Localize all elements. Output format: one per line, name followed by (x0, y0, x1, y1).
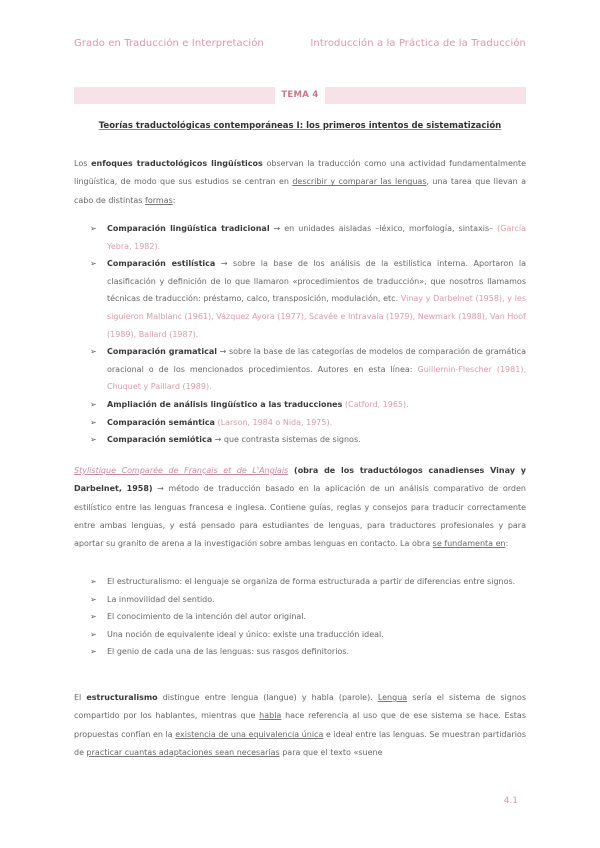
approach-ref: Guillemin-Flescher (1981), Chuquet y Paillard (1989). (107, 364, 526, 392)
foundation-text: Una noción de equivalente ideal y único: existe una traducción ideal. (107, 629, 384, 639)
stylistique-text: → método de traducción basado en la aplicación de un análisis comparativo de orden estilístico entre las lenguas francesa e inglesa. Contiene guías, reglas y consejos para traducir correctamente entre ambas lenguas, y está pensado para estudiantes de lenguas, para traductores profesionales y para aportar su granito de arena a la investigación sobre ambas lenguas en contacto. La obra (74, 484, 526, 549)
arrow-bullet-icon: ➢ (90, 647, 97, 657)
approach-ref: Vinay y Darbelnet (1958), y les siguieron Malblanc (1961), Vázquez Ayora (1977), Scavée e Intravaia (1979), Newmark (1988), Van Hoof (1989), Ballard (1987). (107, 294, 526, 339)
approach-name: Comparación estilística (107, 259, 216, 269)
approach-name: Comparación semiótica (107, 435, 213, 445)
intro-paragraph (74, 155, 526, 210)
intro-bold: enfoques traductológicos lingüísticos (91, 159, 263, 168)
final-text-2: distingue entre lengua (langue) y habla (parole). (157, 693, 378, 702)
list-item (90, 608, 526, 626)
structuralism-paragraph (74, 689, 526, 762)
approach-text: → en unidades aisladas –léxico, morfología, sintaxis– (269, 224, 498, 233)
foundations-list (90, 573, 526, 661)
final-text-4: hace referencia al uso que de ese sistema se hace. Estas propuestas confían en la (74, 711, 526, 739)
stylistique-underline: se fundamenta en (432, 539, 506, 549)
intro-text-4: : (172, 195, 176, 205)
approach-name: Comparación gramatical (107, 347, 217, 357)
final-text-6: para que el texto «suene (279, 747, 383, 757)
final-text-1: El (74, 693, 87, 702)
intro-text-1: Los (74, 159, 92, 168)
final-bold: estructuralismo (86, 693, 158, 702)
approach-ref: (Larson, 1984 o Nida, 1975). (217, 417, 333, 427)
approach-ref: (Catford, 1965). (344, 399, 409, 409)
header-course: Introducción a la Práctica de la Traducción (310, 38, 526, 49)
final-underline-2: habla (259, 711, 282, 721)
arrow-bullet-icon: ➢ (90, 417, 97, 427)
arrow-bullet-icon: ➢ (90, 435, 97, 445)
list-item (90, 643, 526, 661)
book-title: Stylistique Comparée de Français et de L'Anglais (74, 466, 289, 475)
section-title (74, 121, 526, 131)
arrow-bullet-icon: ➢ (90, 577, 97, 586)
page-header (74, 38, 526, 52)
arrow-bullet-icon: ➢ (90, 347, 97, 357)
page-number: 4.1 (503, 796, 518, 806)
list-item (90, 573, 526, 591)
intro-underline-1: describir y comparar las lenguas (292, 177, 427, 187)
stylistique-bold: (obra de los traductólogos canadienses Vinay y Darbelnet, 1958) (74, 466, 527, 494)
foundation-text: El genio de cada una de las lenguas: sus rasgos definitorios. (107, 647, 350, 657)
topic-band (74, 87, 526, 104)
list-item (90, 220, 526, 255)
approaches-list (90, 220, 526, 449)
arrow-bullet-icon: ➢ (90, 399, 97, 409)
approach-text: → que contrasta sistemas de signos. (212, 435, 361, 445)
foundation-text: El estructuralismo: el lenguaje se organiza de forma estructurada a partir de diferencias entre signos. (107, 577, 516, 586)
stylistique-paragraph (74, 462, 526, 553)
list-item (90, 343, 526, 396)
final-text-3: sería el sistema de signos compartido por los hablantes, mientras que (74, 693, 526, 721)
stylistique-end: : (505, 539, 509, 549)
list-item (90, 626, 526, 644)
section-title-text: Teorías traductológicas contemporáneas I: los primeros intentos de sistematización (98, 121, 502, 131)
final-text-5: e ideal entre las lenguas. Se muestran partidarios de (74, 729, 526, 757)
approach-name: Comparación lingüística tradicional (107, 224, 270, 233)
foundation-text: El conocimiento de la intención del autor original. (107, 612, 307, 622)
arrow-bullet-icon: ➢ (90, 612, 97, 622)
approach-name: Ampliación de análisis lingüístico a las traducciones (107, 399, 343, 409)
final-underline-1: Lengua (377, 693, 408, 702)
list-item (90, 414, 526, 432)
final-underline-3: existencia de una equivalencia única (175, 729, 324, 739)
foundation-text: La inmovilidad del sentido. (107, 594, 215, 604)
intro-text-2: observan la traducción como una actividad fundamentalmente lingüística, de modo que sus estudios se centran en (74, 159, 527, 187)
intro-text-3: , una tarea que llevan a cabo de distintas (74, 177, 526, 205)
final-underline-4: practicar cuantas adaptaciones sean necesarias (86, 747, 280, 757)
intro-underline-2: formas (145, 195, 173, 205)
arrow-bullet-icon: ➢ (90, 259, 97, 269)
approach-name: Comparación semántica (107, 417, 215, 427)
arrow-bullet-icon: ➢ (90, 224, 97, 233)
topic-label: TEMA 4 (275, 87, 324, 104)
approach-ref: (García Yebra, 1982). (107, 224, 526, 251)
arrow-bullet-icon: ➢ (90, 594, 97, 604)
approach-text: → sobre la base de los análisis de la estilística interna. Aportaron la clasificación y definición de lo que llamaron «procedimientos de traducción», que nosotros llamamos técnicas de traducción: préstamo, calco, transposición, modulación, etc. (107, 259, 526, 304)
list-item (90, 255, 526, 343)
approach-text: → sobre la base de las categorías de modelos de comparación de gramática oracional o de los mencionados procedimientos. Autores en esta línea: (107, 347, 526, 374)
list-item (90, 591, 526, 609)
header-degree: Grado en Traducción e Interpretación (74, 38, 264, 49)
list-item (90, 431, 526, 449)
arrow-bullet-icon: ➢ (90, 629, 97, 639)
list-item (90, 396, 526, 414)
